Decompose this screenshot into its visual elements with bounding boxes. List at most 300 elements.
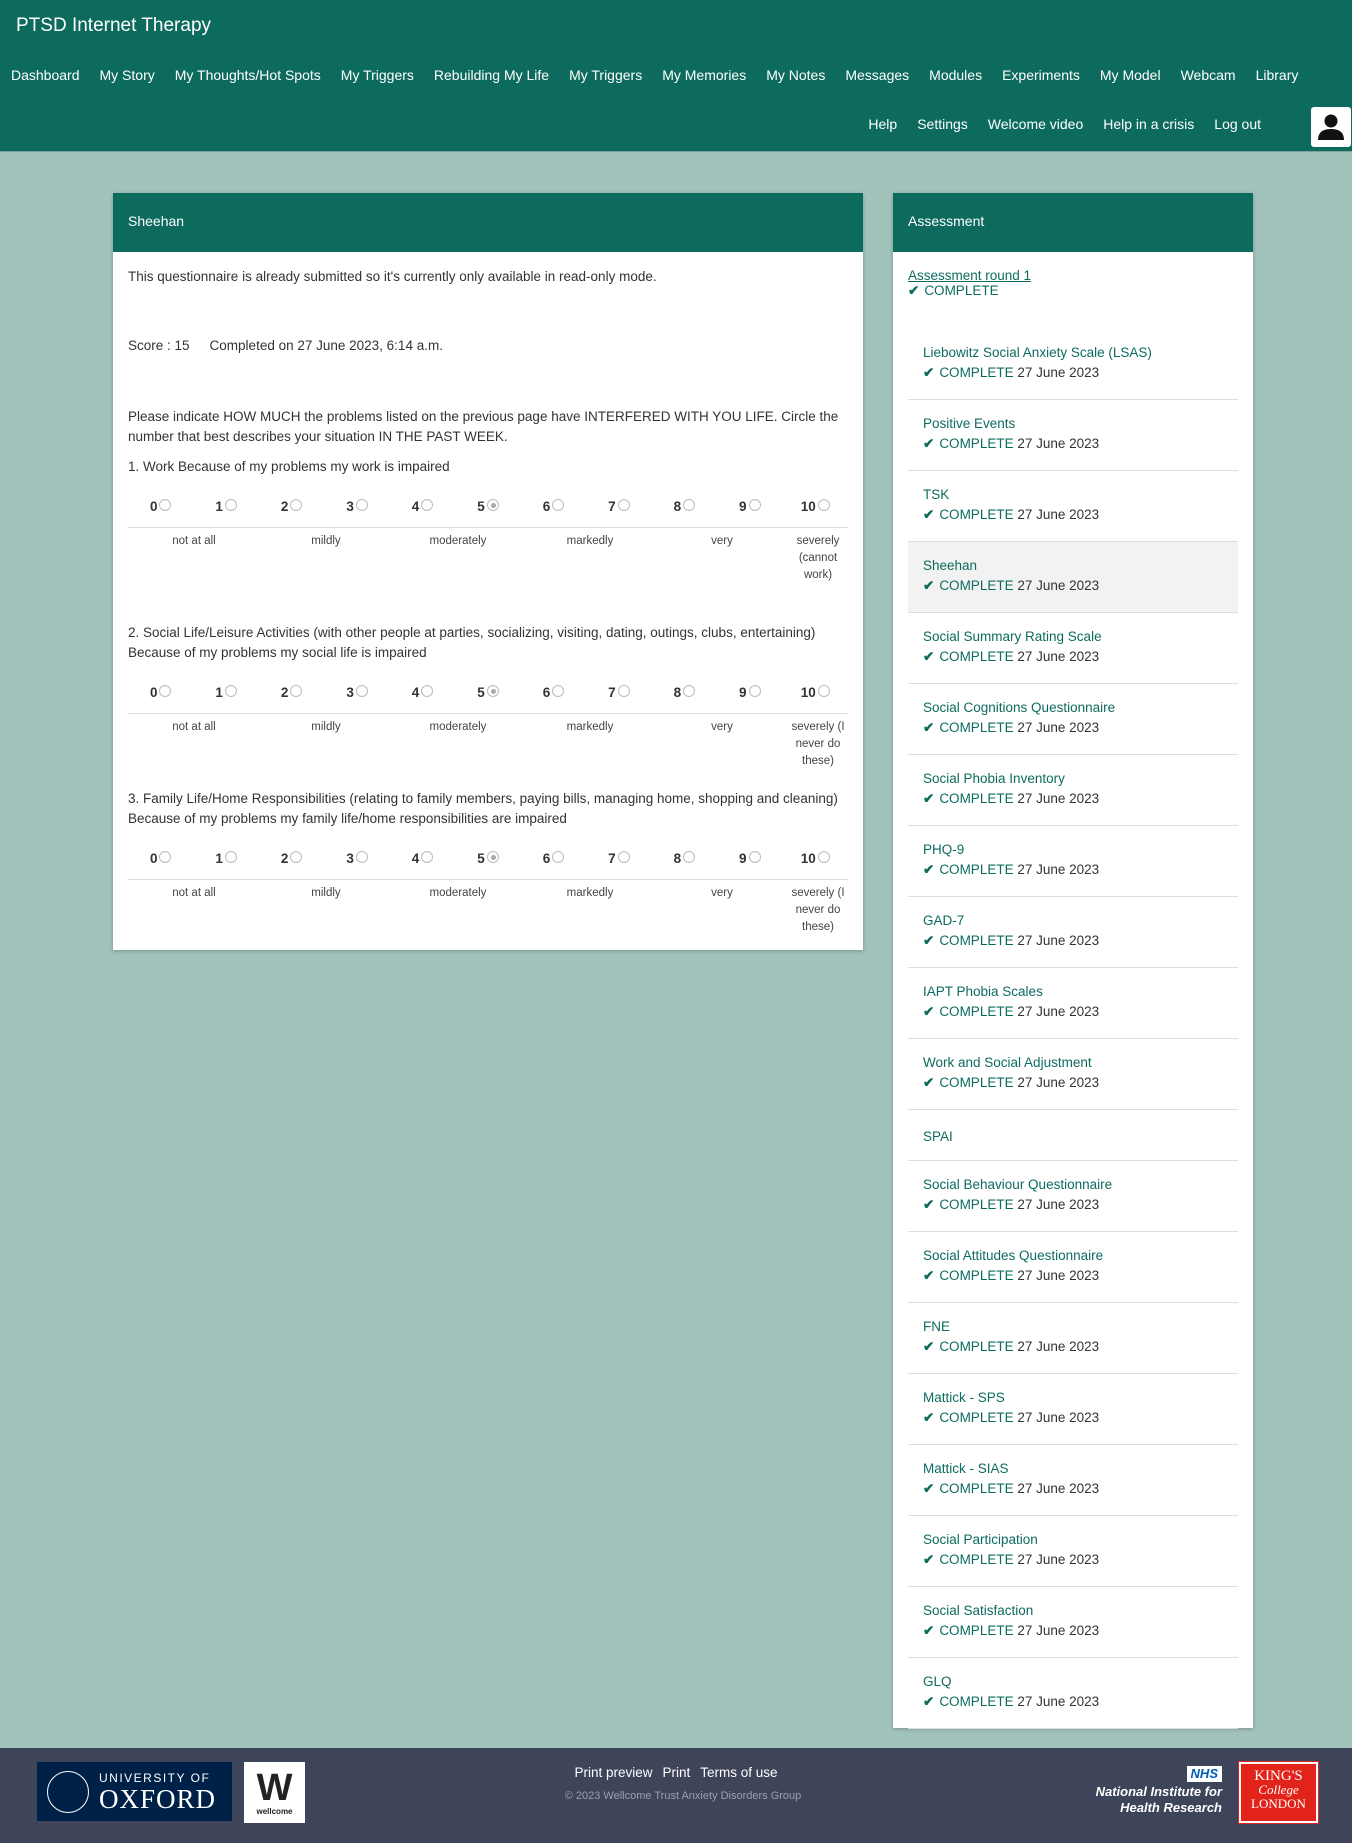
status-date: 27 June 2023: [1017, 1410, 1100, 1425]
scale-anchor-label: severely (I never do these): [791, 721, 845, 767]
scale-anchor-label: very: [711, 887, 733, 899]
status-date: 27 June 2023: [1017, 1268, 1100, 1283]
rating-option[interactable]: [455, 673, 520, 713]
assessment-item-name[interactable]: Social Phobia Inventory: [923, 771, 1065, 786]
radio-button[interactable]: [749, 851, 761, 863]
assessment-item-status: [923, 1266, 1223, 1286]
assessment-panel: [893, 193, 1253, 1728]
radio-button[interactable]: [683, 499, 695, 511]
assessment-item-status: [923, 1692, 1223, 1712]
radio-button[interactable]: [421, 851, 433, 863]
rating-option-label: 2: [280, 685, 289, 700]
rating-option-label: 10: [800, 685, 816, 700]
rating-option[interactable]: [259, 487, 324, 527]
assessment-item-status: [923, 860, 1223, 880]
radio-button[interactable]: [290, 851, 302, 863]
assessment-item[interactable]: [908, 897, 1238, 968]
scale-anchor-label: severely (I never do these): [791, 887, 845, 933]
assessment-item[interactable]: [908, 684, 1238, 755]
rating-option-label: 1: [215, 851, 223, 866]
scale-anchors: [128, 713, 848, 770]
status-text: COMPLETE: [939, 1410, 1014, 1425]
rating-option-label: 4: [411, 851, 420, 866]
rating-option[interactable]: [783, 839, 848, 879]
assessment-item-name[interactable]: Social Behaviour Questionnaire: [923, 1177, 1113, 1192]
check-icon: ✔: [923, 436, 935, 451]
user-avatar-button[interactable]: [1311, 107, 1351, 147]
status-date: 27 June 2023: [1017, 365, 1100, 380]
nihr-line2: Health Research: [1120, 1800, 1222, 1815]
assessment-item[interactable]: [908, 613, 1238, 684]
nav-item-my-memories[interactable]: My Memories: [662, 67, 747, 83]
assessment-item-name[interactable]: Social Cognitions Questionnaire: [923, 700, 1116, 715]
nav-item-my-triggers[interactable]: My Triggers: [569, 67, 643, 83]
rating-option[interactable]: [717, 839, 782, 879]
rating-option-label: 9: [739, 851, 747, 866]
radio-button[interactable]: [683, 851, 695, 863]
question-text: 3. Family Life/Home Responsibilities (relating to family members, paying bills, managing home, shopping and cleaning) Because of my problems my family life/home responsibilities are impaired: [128, 791, 838, 826]
assessment-item-status: [923, 1550, 1223, 1570]
status-date: 27 June 2023: [1017, 1197, 1100, 1212]
rating-option-label: 2: [280, 499, 289, 514]
radio-button[interactable]: [159, 499, 171, 511]
assessment-item-status: [923, 647, 1223, 667]
status-text: COMPLETE: [939, 1075, 1014, 1090]
wellcome-mark: W: [256, 1767, 293, 1809]
rating-option-label: 5: [477, 851, 485, 866]
assessment-item-status: [923, 718, 1223, 738]
assessment-item-name[interactable]: Social Summary Rating Scale: [923, 629, 1102, 644]
rating-option[interactable]: [586, 839, 651, 879]
rating-option[interactable]: [586, 673, 651, 713]
status-date: 27 June 2023: [1017, 1552, 1100, 1567]
question-2: [128, 623, 848, 770]
radio-button[interactable]: [749, 499, 761, 511]
status-date: 27 June 2023: [1017, 1075, 1100, 1090]
scale-anchor-label: markedly: [566, 721, 614, 733]
status-text: COMPLETE: [939, 862, 1014, 877]
assessment-item-name[interactable]: GLQ: [923, 1674, 952, 1689]
status-text: COMPLETE: [939, 507, 1014, 522]
assessment-list: [908, 329, 1238, 1729]
status-text: COMPLETE: [939, 1268, 1014, 1283]
round-status: [908, 283, 1031, 299]
assessment-item-name[interactable]: Mattick - SPS: [923, 1390, 1005, 1405]
assessment-item-status: [923, 1073, 1223, 1093]
primary-nav: [1, 67, 1308, 83]
check-icon: ✔: [923, 1481, 935, 1496]
rating-option[interactable]: [455, 487, 520, 527]
radio-button[interactable]: [421, 685, 433, 697]
status-text: COMPLETE: [939, 1623, 1014, 1638]
check-icon: ✔: [908, 283, 920, 298]
read-only-notice: This questionnaire is already submitted so it's currently only available in read-only mode.: [128, 269, 657, 284]
check-icon: ✔: [923, 365, 935, 380]
scale-anchor-label: mildly: [311, 887, 341, 899]
status-date: 27 June 2023: [1017, 1339, 1100, 1354]
round-status-text: COMPLETE: [924, 283, 999, 298]
questionnaire-title: Sheehan: [113, 193, 863, 252]
status-text: COMPLETE: [939, 365, 1014, 380]
nihr-line1: National Institute for: [1095, 1784, 1222, 1799]
assessment-item-name[interactable]: SPAI: [923, 1129, 953, 1144]
scale-anchors: [128, 879, 848, 936]
rating-option[interactable]: [717, 673, 782, 713]
rating-option-label: 8: [673, 499, 682, 514]
rating-option[interactable]: [193, 673, 258, 713]
status-text: COMPLETE: [939, 1481, 1014, 1496]
scale-anchor-label: mildly: [311, 721, 341, 733]
check-icon: ✔: [923, 649, 935, 664]
rating-option-label: 8: [673, 685, 682, 700]
nav-item-webcam[interactable]: Webcam: [1180, 67, 1236, 83]
scale-anchor-label: not at all: [172, 721, 216, 733]
assessment-item-name[interactable]: Social Participation: [923, 1532, 1038, 1547]
rating-option-label: 3: [346, 499, 354, 514]
rating-option-label: 6: [542, 851, 551, 866]
assessment-item-name[interactable]: Mattick - SIAS: [923, 1461, 1009, 1476]
radio-button[interactable]: [618, 851, 630, 863]
rating-option-label: 7: [608, 499, 616, 514]
check-icon: ✔: [923, 862, 935, 877]
check-icon: ✔: [923, 1694, 935, 1709]
radio-button[interactable]: [552, 685, 564, 697]
assessment-item-name[interactable]: Sheehan: [923, 558, 978, 573]
assessment-item-name[interactable]: FNE: [923, 1319, 950, 1334]
assessment-item[interactable]: [908, 1658, 1238, 1729]
check-icon: ✔: [923, 1075, 935, 1090]
radio-button[interactable]: [290, 499, 302, 511]
radio-button[interactable]: [552, 499, 564, 511]
assessment-item-name[interactable]: Social Attitudes Questionnaire: [923, 1248, 1104, 1263]
radio-button[interactable]: [356, 851, 368, 863]
assessment-item[interactable]: [908, 1039, 1238, 1110]
rating-option[interactable]: [128, 839, 193, 879]
rating-option[interactable]: [193, 487, 258, 527]
rating-option-label: 1: [215, 499, 223, 514]
check-icon: ✔: [923, 1410, 935, 1425]
copyright: © 2023 Wellcome Trust Anxiety Disorders Group: [564, 1790, 802, 1802]
radio-button[interactable]: [159, 685, 171, 697]
status-date: 27 June 2023: [1017, 1694, 1100, 1709]
rating-option-label: 4: [411, 685, 420, 700]
assessment-item-status: [923, 1479, 1223, 1499]
radio-button[interactable]: [356, 499, 368, 511]
assessment-item[interactable]: [908, 968, 1238, 1039]
radio-button[interactable]: [552, 851, 564, 863]
check-icon: ✔: [923, 791, 935, 806]
radio-button[interactable]: [818, 685, 830, 697]
score-value: Score : 15: [128, 338, 190, 353]
rating-option[interactable]: [324, 487, 389, 527]
assessment-item[interactable]: [908, 542, 1238, 613]
nav-item-my-model[interactable]: My Model: [1099, 67, 1161, 83]
assessment-item-name[interactable]: Social Satisfaction: [923, 1603, 1034, 1618]
assessment-item-name[interactable]: Positive Events: [923, 416, 1016, 431]
check-icon: ✔: [923, 1004, 935, 1019]
rating-option-label: 0: [149, 851, 158, 866]
rating-option-label: 10: [800, 499, 816, 514]
completed-date: Completed on 27 June 2023, 6:14 a.m.: [209, 338, 443, 353]
rating-option[interactable]: [783, 487, 848, 527]
oxford-line1: UNIVERSITY OF: [99, 1770, 211, 1785]
assessment-item[interactable]: [908, 826, 1238, 897]
status-date: 27 June 2023: [1017, 436, 1100, 451]
assessment-item-status: [923, 1621, 1223, 1641]
assessment-round-link[interactable]: Assessment round 1: [908, 268, 1032, 283]
status-text: COMPLETE: [939, 1339, 1014, 1354]
radio-button[interactable]: [356, 685, 368, 697]
assessment-item[interactable]: [908, 1587, 1238, 1658]
rating-option-label: 10: [800, 851, 816, 866]
rating-option-label: 7: [608, 685, 616, 700]
assessment-item-name[interactable]: PHQ-9: [923, 842, 965, 857]
assessment-item-name[interactable]: GAD-7: [923, 913, 965, 928]
nhs-badge: NHS: [1187, 1766, 1222, 1782]
check-icon: ✔: [923, 933, 935, 948]
assessment-item[interactable]: [908, 471, 1238, 542]
radio-button[interactable]: [683, 685, 695, 697]
radio-button[interactable]: [290, 685, 302, 697]
instructions: Please indicate HOW MUCH the problems listed on the previous page have INTERFERED WITH YOU LIFE. Circle the number that best describes your situation IN THE PAST WEEK.: [128, 409, 839, 444]
rating-option[interactable]: [259, 839, 324, 879]
assessment-item-status: [923, 363, 1223, 383]
check-icon: ✔: [923, 720, 935, 735]
rating-option-label: 8: [673, 851, 682, 866]
status-date: 27 June 2023: [1017, 1004, 1100, 1019]
assessment-item-name[interactable]: Liebowitz Social Anxiety Scale (LSAS): [923, 345, 1152, 360]
kings-line2: College: [1258, 1782, 1299, 1797]
assessment-item-status: [923, 789, 1223, 809]
rating-option-label: 3: [346, 851, 354, 866]
status-date: 27 June 2023: [1017, 578, 1100, 593]
secondary-nav: [848, 116, 1261, 132]
rating-option[interactable]: [652, 839, 717, 879]
rating-option[interactable]: [390, 673, 455, 713]
user-icon: [1316, 112, 1346, 142]
radio-button[interactable]: [487, 851, 499, 863]
scale-anchor-label: very: [711, 721, 733, 733]
status-text: COMPLETE: [939, 1694, 1014, 1709]
nav-item-dashboard[interactable]: Dashboard: [11, 67, 80, 83]
question-text: 2. Social Life/Leisure Activities (with other people at parties, socializing, visiting, dating, outings, clubs, entertaining) Because of my problems my social life is impaired: [128, 625, 816, 660]
rating-option[interactable]: [128, 487, 193, 527]
question-text: 1. Work Because of my problems my work is impaired: [128, 459, 450, 474]
rating-option[interactable]: [128, 673, 193, 713]
rating-option[interactable]: [324, 839, 389, 879]
rating-option[interactable]: [717, 487, 782, 527]
app-title[interactable]: PTSD Internet Therapy: [16, 15, 212, 36]
assessment-item[interactable]: [908, 329, 1238, 400]
wellcome-text: wellcome: [256, 1807, 293, 1816]
assessment-item[interactable]: [908, 1445, 1238, 1516]
nav-item-experiments[interactable]: Experiments: [1002, 67, 1080, 83]
nav-item-help[interactable]: Help: [868, 116, 898, 132]
nav-item-welcome-video[interactable]: Welcome video: [987, 116, 1084, 132]
radio-button[interactable]: [487, 685, 499, 697]
status-text: COMPLETE: [939, 720, 1014, 735]
assessment-item[interactable]: [908, 1516, 1238, 1587]
status-text: COMPLETE: [939, 1197, 1014, 1212]
rating-scale: [128, 487, 848, 527]
check-icon: ✔: [923, 1197, 935, 1212]
radio-button[interactable]: [487, 499, 499, 511]
rating-option[interactable]: [259, 673, 324, 713]
assessment-item[interactable]: [908, 400, 1238, 471]
status-date: 27 June 2023: [1017, 1623, 1100, 1638]
status-date: 27 June 2023: [1017, 1481, 1100, 1496]
status-date: 27 June 2023: [1017, 507, 1100, 522]
status-date: 27 June 2023: [1017, 649, 1100, 664]
assessment-item-status: [923, 576, 1223, 596]
status-text: COMPLETE: [939, 1552, 1014, 1567]
rating-option[interactable]: [521, 487, 586, 527]
assessment-item-status: [923, 931, 1223, 951]
rating-scale: [128, 673, 848, 713]
radio-button[interactable]: [225, 851, 237, 863]
rating-option[interactable]: [193, 839, 258, 879]
footer-link-print[interactable]: Print: [662, 1765, 691, 1780]
rating-option[interactable]: [324, 673, 389, 713]
radio-button[interactable]: [618, 499, 630, 511]
radio-button[interactable]: [421, 499, 433, 511]
nav-item-my-notes[interactable]: My Notes: [766, 67, 826, 83]
assessment-item-status: [923, 1195, 1223, 1215]
nav-item-library[interactable]: Library: [1255, 67, 1299, 83]
nav-item-log-out[interactable]: Log out: [1214, 116, 1261, 132]
scale-anchor-label: moderately: [429, 535, 487, 547]
rating-option[interactable]: [783, 673, 848, 713]
rating-option-label: 2: [280, 851, 289, 866]
scale-anchor-label: markedly: [566, 535, 614, 547]
kings-line1: KING'S: [1254, 1768, 1303, 1784]
rating-option-label: 6: [542, 499, 551, 514]
scale-anchor-label: severely (cannot work): [796, 535, 840, 581]
radio-button[interactable]: [225, 499, 237, 511]
check-icon: ✔: [923, 578, 935, 593]
rating-option[interactable]: [521, 673, 586, 713]
assessment-item[interactable]: [908, 1374, 1238, 1445]
status-text: COMPLETE: [939, 1004, 1014, 1019]
radio-button[interactable]: [159, 851, 171, 863]
footer-link-terms-of-use[interactable]: Terms of use: [700, 1765, 778, 1780]
status-text: COMPLETE: [939, 933, 1014, 948]
nav-item-my-triggers[interactable]: My Triggers: [340, 67, 414, 83]
rating-option[interactable]: [521, 839, 586, 879]
status-text: COMPLETE: [939, 791, 1014, 806]
nav-item-messages[interactable]: Messages: [845, 67, 910, 83]
status-text: COMPLETE: [939, 649, 1014, 664]
rating-option-label: 5: [477, 499, 485, 514]
status-date: 27 June 2023: [1017, 933, 1100, 948]
rating-option[interactable]: [652, 487, 717, 527]
rating-option[interactable]: [455, 839, 520, 879]
assessment-item[interactable]: [908, 1232, 1238, 1303]
rating-option[interactable]: [390, 839, 455, 879]
assessment-item-status: [923, 1408, 1223, 1428]
rating-option-label: 0: [149, 685, 158, 700]
nav-item-modules[interactable]: Modules: [929, 67, 983, 83]
check-icon: ✔: [923, 1268, 935, 1283]
status-date: 27 June 2023: [1017, 862, 1100, 877]
oxford-line2: OXFORD: [99, 1783, 217, 1814]
rating-option-label: 0: [149, 499, 158, 514]
assessment-item[interactable]: [908, 1110, 1238, 1161]
scale-anchor-label: not at all: [172, 535, 216, 547]
rating-option-label: 3: [346, 685, 354, 700]
rating-option-label: 5: [477, 685, 485, 700]
radio-button[interactable]: [225, 685, 237, 697]
footer: [0, 1748, 1352, 1843]
kings-line3: LONDON: [1251, 1796, 1306, 1811]
rating-option-label: 9: [739, 499, 747, 514]
rating-option-label: 6: [542, 685, 551, 700]
scale-anchor-label: moderately: [429, 887, 487, 899]
rating-option-label: 7: [608, 851, 616, 866]
question-3: [128, 789, 848, 936]
scale-anchor-label: markedly: [566, 887, 614, 899]
status-date: 27 June 2023: [1017, 791, 1100, 806]
rating-option[interactable]: [586, 487, 651, 527]
footer-link-print-preview[interactable]: Print preview: [574, 1765, 653, 1780]
status-text: COMPLETE: [939, 436, 1014, 451]
assessment-item[interactable]: [908, 1303, 1238, 1374]
assessment-item-status: [923, 505, 1223, 525]
status-text: COMPLETE: [939, 578, 1014, 593]
assessment-item[interactable]: [908, 1161, 1238, 1232]
rating-option[interactable]: [652, 673, 717, 713]
scale-anchor-label: mildly: [311, 535, 341, 547]
scale-anchor-label: not at all: [172, 887, 216, 899]
rating-option-label: 1: [215, 685, 223, 700]
check-icon: ✔: [923, 1339, 935, 1354]
assessment-item-name[interactable]: Work and Social Adjustment: [923, 1055, 1092, 1070]
assessment-title: Assessment: [893, 193, 1253, 252]
nihr-logo[interactable]: [1080, 1766, 1222, 1816]
questionnaire-panel: [113, 193, 863, 950]
nav-item-my-thoughts-hot-spots[interactable]: My Thoughts/Hot Spots: [174, 67, 321, 83]
check-icon: ✔: [923, 507, 935, 522]
assessment-item-status: [923, 1337, 1223, 1357]
radio-button[interactable]: [749, 685, 761, 697]
nav-item-help-in-a-crisis[interactable]: Help in a crisis: [1103, 116, 1195, 132]
rating-option-label: 9: [739, 685, 747, 700]
radio-button[interactable]: [618, 685, 630, 697]
nav-item-rebuilding-my-life[interactable]: Rebuilding My Life: [433, 67, 550, 83]
kings-college-logo[interactable]: [1239, 1762, 1318, 1823]
assessment-round: [908, 268, 1031, 299]
radio-button[interactable]: [818, 851, 830, 863]
status-date: 27 June 2023: [1017, 720, 1100, 735]
assessment-item[interactable]: [908, 755, 1238, 826]
radio-button[interactable]: [818, 499, 830, 511]
assessment-item-status: [923, 1002, 1223, 1022]
question-1: [128, 457, 848, 584]
check-icon: ✔: [923, 1552, 935, 1567]
nav-item-my-story[interactable]: My Story: [99, 67, 155, 83]
top-header: [0, 0, 1352, 152]
assessment-item-name[interactable]: TSK: [923, 487, 950, 502]
scale-anchors: [128, 527, 848, 584]
assessment-item-name[interactable]: IAPT Phobia Scales: [923, 984, 1043, 999]
assessment-item-status: [923, 434, 1223, 454]
rating-option[interactable]: [390, 487, 455, 527]
nav-item-settings[interactable]: Settings: [917, 116, 968, 132]
check-icon: ✔: [923, 1623, 935, 1638]
rating-option-label: 4: [411, 499, 420, 514]
scale-anchor-label: very: [711, 535, 733, 547]
rating-scale: [128, 839, 848, 879]
